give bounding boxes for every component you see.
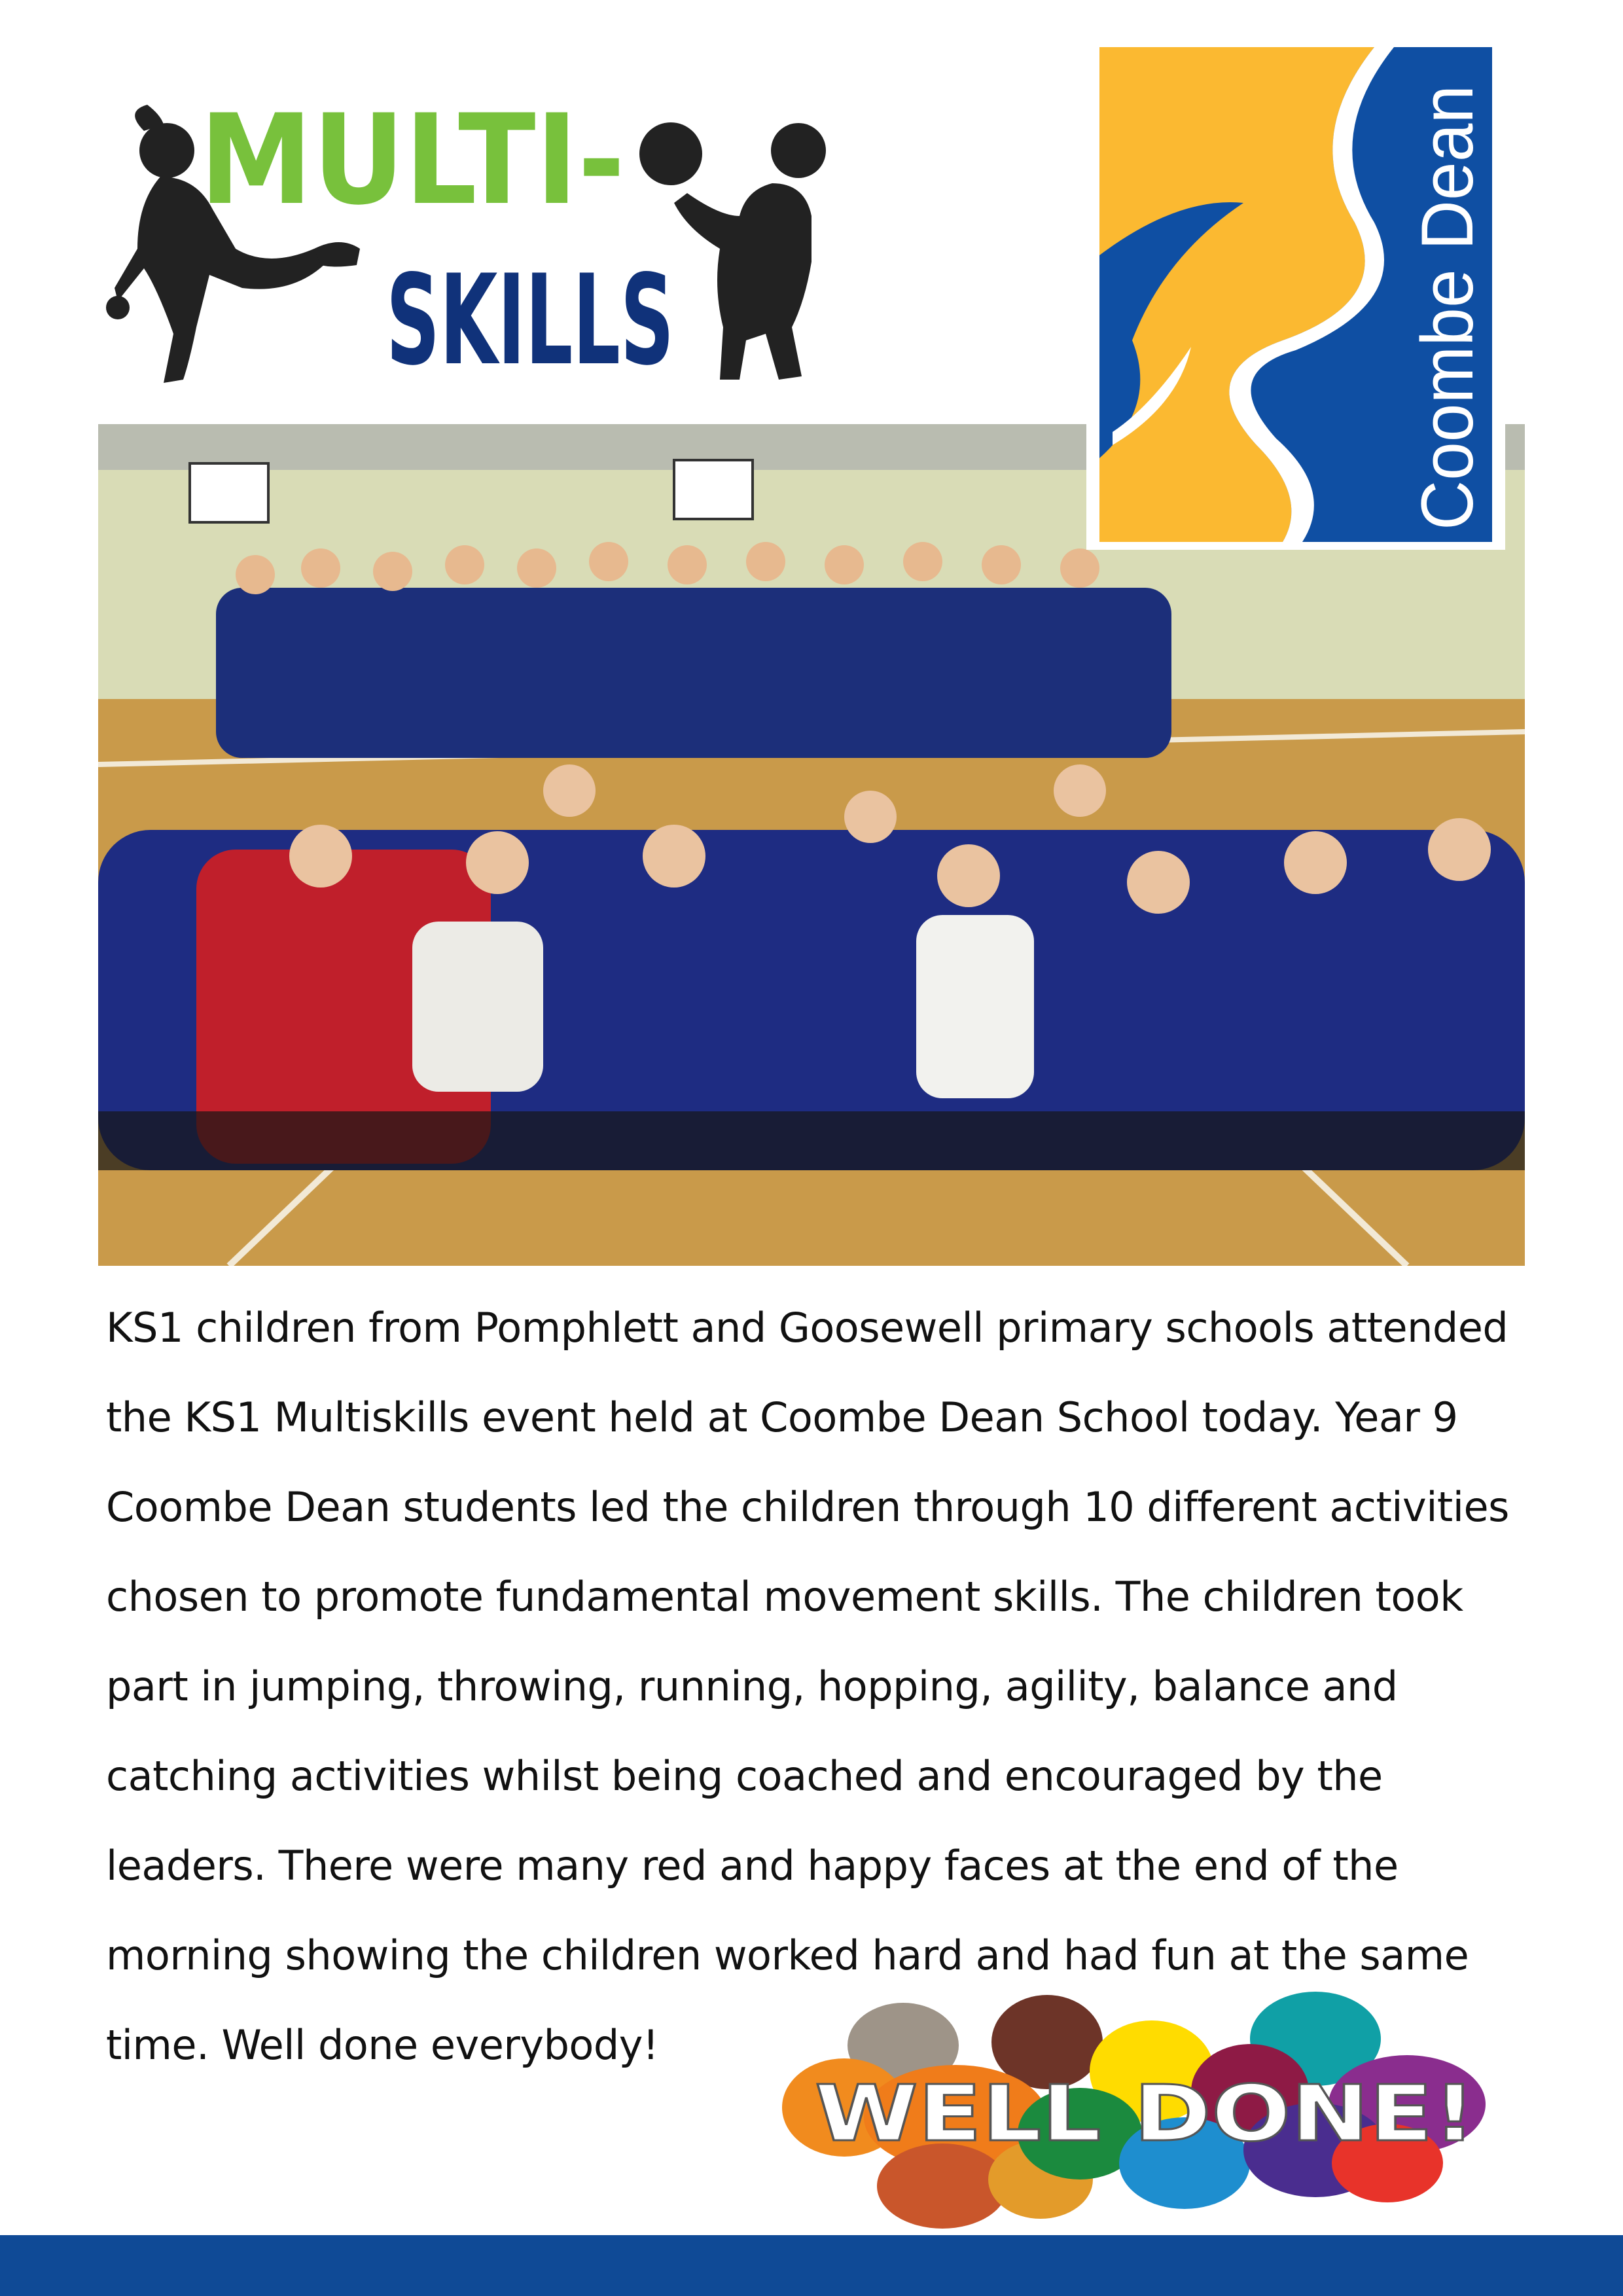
article-body: KS1 children from Pomphlett and Goosewell primary schools attended the KS1 Multiskills event held at Coombe Dean School today. Year 9 Coombe Dean students led the children through 10 different activities chosen to promote fundamental movement skills. The children took part in jumping, throwing, running, hopping, agility, balance and catching activities whilst being coached and encouraged by the leaders. There were many red and happy faces at the end of the morning showing the children worked hard and had fun at the same time. Well done everybody!: [106, 1304, 1509, 2069]
multiskills-line1: MULTI-: [200, 88, 625, 232]
footer-band: [0, 2235, 1623, 2296]
multiskills-line2: SKILLS: [386, 248, 674, 393]
well-done-badge: [779, 1990, 1512, 2232]
multiskills-logo: [98, 52, 838, 393]
coombe-dean-emblem-icon: [1086, 39, 1505, 550]
coombe-dean-logo: [1086, 39, 1505, 550]
group-photo: [98, 424, 1525, 1266]
school-name: Coombe Dean: [1406, 57, 1488, 530]
well-done-text: WELL DONE!: [815, 2068, 1476, 2159]
group-photo-icon: [98, 424, 1525, 1266]
